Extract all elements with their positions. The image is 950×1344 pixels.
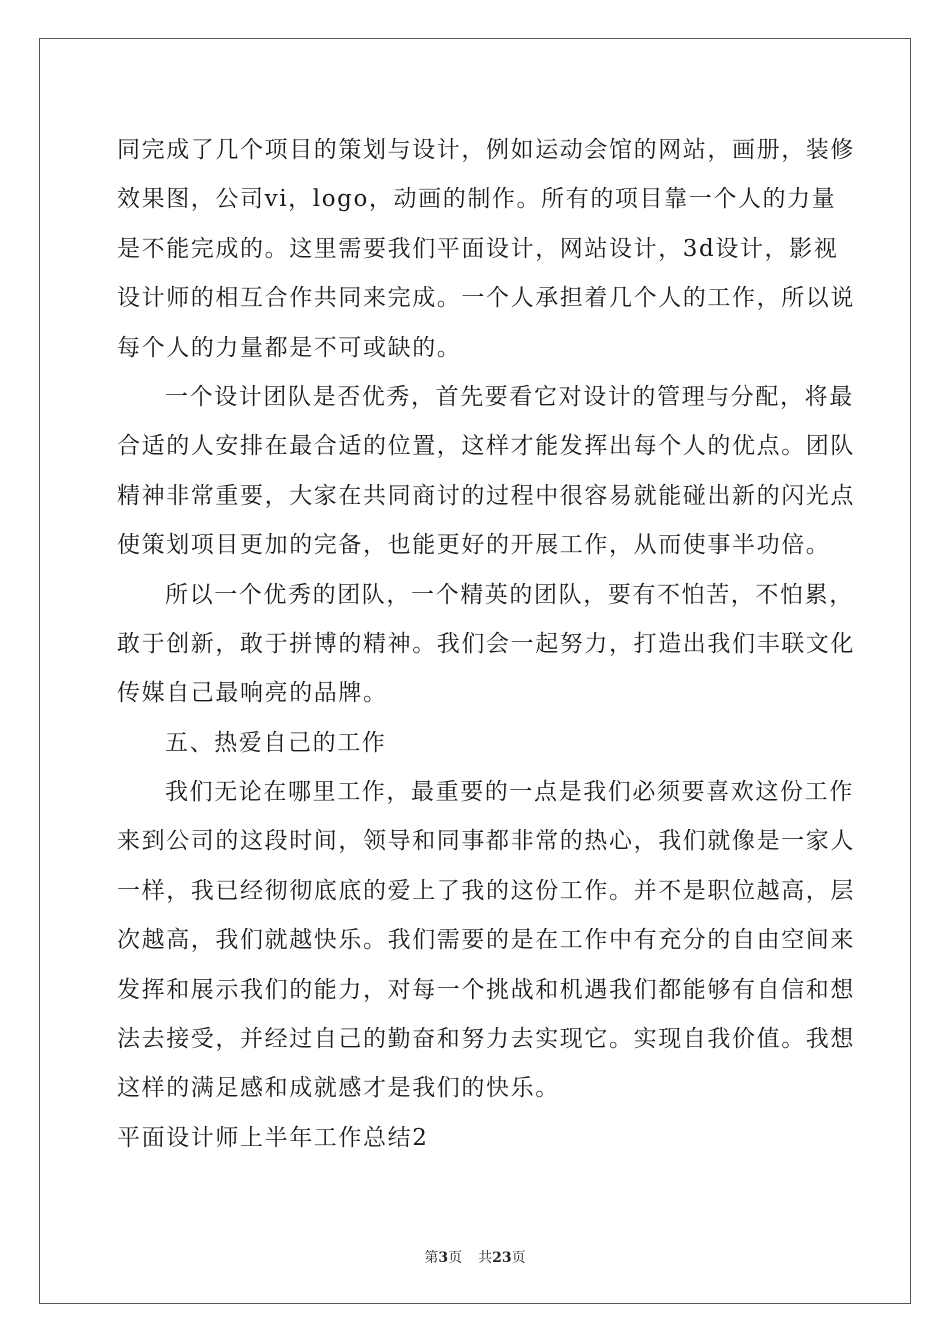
text-line: 来到公司的这段时间，领导和同事都非常的热心，我们就像是一家人 [117,828,855,855]
page-number: 3 [438,1250,449,1266]
text-line: 平面设计师上半年工作总结2 [117,1124,429,1151]
text-line: 法去接受，并经过自己的勤奋和努力去实现它。实现自我价值。我想 [117,1026,855,1053]
text-line: 设计师的相互合作共同来完成。一个人承担着几个人的工作，所以说 [117,285,855,312]
page-suffix: 页 [448,1250,463,1266]
text-line: 这样的满足感和成就感才是我们的快乐。 [117,1075,560,1102]
total-suffix: 页 [511,1250,526,1266]
text-line: 所以一个优秀的团队，一个精英的团队，要有不怕苦，不怕累， [165,581,854,608]
text-line: 发挥和展示我们的能力，对每一个挑战和机遇我们都能够有自信和想 [117,976,855,1003]
text-line: 同完成了几个项目的策划与设计，例如运动会馆的网站，画册，装修 [117,137,855,163]
text-line: 传媒自己最响亮的品牌。 [117,680,388,707]
text-line: 次越高，我们就越快乐。我们需要的是在工作中有充分的自由空间来 [117,927,855,954]
text-line: 效果图，公司vi，logo，动画的制作。所有的项目靠一个人的力量 [117,186,837,213]
text-line: 合适的人安排在最合适的位置，这样才能发挥出每个人的优点。团队 [117,433,855,460]
text-line: 敢于创新，敢于拼博的精神。我们会一起努力，打造出我们丰联文化 [117,630,855,657]
page-prefix: 第 [424,1250,439,1266]
text-line: 一个设计团队是否优秀，首先要看它对设计的管理与分配，将最 [165,383,854,410]
text-line: 使策划项目更加的完备，也能更好的开展工作，从而使事半功倍。 [117,532,831,559]
text-line: 精神非常重要，大家在共同商讨的过程中很容易就能碰出新的闪光点 [117,482,855,509]
text-line: 是不能完成的。这里需要我们平面设计，网站设计，3d设计，影视 [117,235,839,262]
text-line: 五、热爱自己的工作 [165,729,387,756]
total-pages: 23 [492,1250,512,1266]
text-line: 每个人的力量都是不可或缺的。 [117,334,462,361]
total-prefix: 共 [478,1250,493,1266]
document-body [117,126,855,1163]
text-line: 我们无论在哪里工作，最重要的一点是我们必须要喜欢这份工作 [165,779,854,806]
page-footer [0,1247,950,1267]
text-line: 一样，我已经彻彻底底的爱上了我的这份工作。并不是职位越高，层 [117,877,855,904]
